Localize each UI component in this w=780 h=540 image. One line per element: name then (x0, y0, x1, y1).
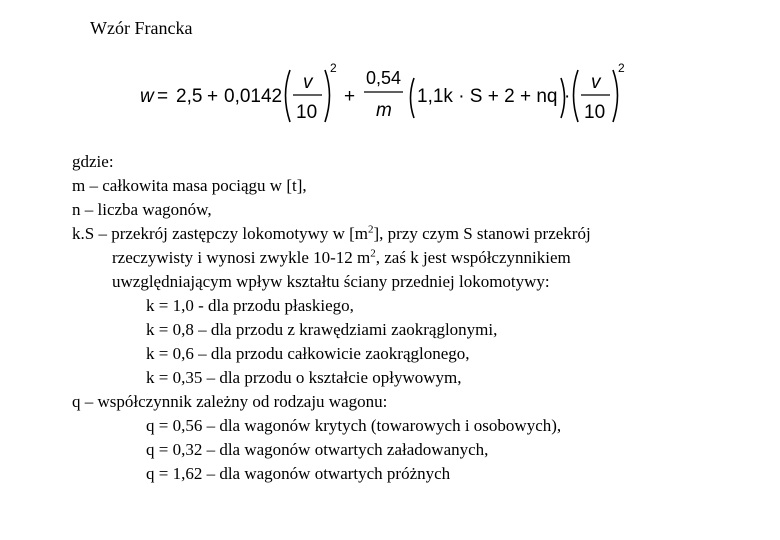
q-value-item: q = 0,32 – dla wagonów otwartych załadowanych, (146, 440, 489, 459)
legend-ks-3: uwzględniającym wpływ kształtu ściany przedniej lokomotywy: (112, 272, 550, 291)
legend-m: m – całkowita masa pociągu w [t], (72, 176, 307, 195)
formula-v2: v (591, 72, 601, 93)
formula-c2: 0,0142 (224, 86, 283, 107)
left-paren-2 (411, 78, 415, 118)
left-paren-1 (286, 70, 291, 122)
formula-plus1: + (207, 86, 219, 107)
q-value-item: q = 1,62 – dla wagonów otwartych próżnych (146, 464, 451, 483)
legend-ks-1 (72, 222, 762, 246)
formula-num054: 0,54 (366, 68, 402, 88)
formula-den10: 10 (296, 102, 318, 123)
formula-c1: 2,5 (176, 86, 203, 107)
legend-intro: gdzie: (72, 152, 114, 171)
left-paren-3 (574, 70, 579, 122)
legend-ks-2b: , zaś k jest współczynnikiem (375, 248, 571, 267)
right-paren-3 (613, 70, 618, 122)
formula-plus2: + (344, 86, 356, 107)
formula-m: m (376, 100, 392, 121)
right-paren-1 (325, 70, 330, 122)
legend-ks-2-sup: 2 (370, 247, 376, 260)
k-value-item: k = 1,0 - dla przodu płaskiego, (146, 296, 354, 315)
formula-inner: 1,1k · S + 2 + nq (417, 86, 558, 107)
k-value-item: k = 0,35 – dla przodu o kształcie opływowym, (146, 368, 462, 387)
legend-ks-2 (72, 246, 762, 270)
formula-legend (72, 150, 762, 486)
franck-formula (140, 60, 640, 128)
k-value-item: k = 0,6 – dla przodu całkowicie zaokrąglonego, (146, 344, 470, 363)
legend-ks-1b: ], przy czym S stanowi przekrój (373, 224, 591, 243)
legend-ks-1-sup: 2 (368, 223, 374, 236)
legend-q: q – współczynnik zależny od rodzaju wagonu: (72, 392, 388, 411)
formula-v: v (303, 72, 313, 93)
formula-eq: = (157, 86, 169, 107)
formula-exp2: 2 (330, 61, 337, 75)
page-title: Wzór Francka (90, 18, 193, 38)
legend-n: n – liczba wagonów, (72, 200, 212, 219)
formula-exp2b: 2 (618, 61, 625, 75)
legend-ks-2a: rzeczywisty i wynosi zwykle 10-12 m (112, 248, 371, 267)
q-value-item: q = 0,56 – dla wagonów krytych (towarowych i osobowych), (146, 416, 562, 435)
k-value-item: k = 0,8 – dla przodu z krawędziami zaokrąglonymi, (146, 320, 498, 339)
legend-ks-1a: k.S – przekrój zastępczy lokomotywy w [m (72, 224, 369, 243)
formula-den10b: 10 (584, 102, 606, 123)
formula-w: w (140, 86, 154, 107)
formula-graphic (140, 60, 640, 128)
formula-dot: · (564, 86, 571, 107)
